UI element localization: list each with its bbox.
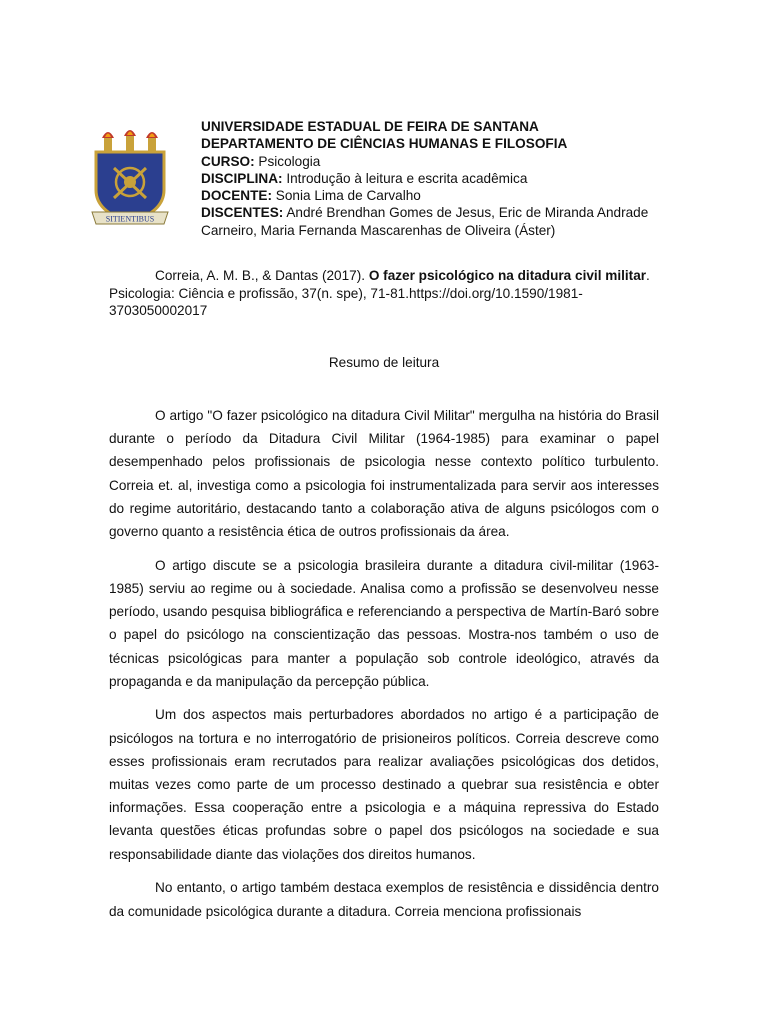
department-name: DEPARTAMENTO DE CIÊNCIAS HUMANAS E FILOSOFIA	[201, 136, 568, 152]
torch-right	[146, 132, 158, 152]
paragraph: No entanto, o artigo também destaca exemplos de resistência e dissidência dentro da comunidade psicológica durante a ditadura. Correia menciona profissionais	[109, 880, 659, 919]
students-value: André Brendhan Gomes de Jesus, Eric de Miranda Andrade Carneiro, Maria Fernanda Mascarenhas de Oliveira (Áster)	[201, 205, 649, 238]
teacher-label: DOCENTE:	[201, 188, 272, 204]
teacher-line	[201, 187, 671, 204]
students-line	[201, 204, 671, 239]
citation-rest: . Psicologia: Ciência e profissão, 37(n. spe), 71-81.https://doi.org/10.1590/1981-3703050002017	[109, 268, 650, 318]
discipline-line	[201, 170, 671, 187]
paragraph: O artigo discute se a psicologia brasileira durante a ditadura civil-militar (1963-1985) serviu ao regime ou à sociedade. Analisa como a profissão se desenvolveu nesse período, usando pesquisa bibliográfica e referenciando a perspectiva de Martín-Baró sobre o papel do psicólogo na conscientização das pessoas. Mostra-nos também o uso de técnicas psicológicas para manter a população sob controle ideológico, através da propaganda e da manipulação da percepção pública.	[109, 557, 659, 689]
crest-motto: SITIENTIBUS	[105, 214, 155, 224]
discipline-value: Introdução à leitura e escrita acadêmica	[282, 170, 528, 186]
university-crest-icon	[90, 128, 170, 232]
citation-title: O fazer psicológico na ditadura civil militar	[368, 268, 647, 283]
paragraph: Um dos aspectos mais perturbadores abordados no artigo é a participação de psicólogos na tortura e no interrogatório de prisioneiros políticos. Correia descreve como esses profissionais eram recrutados para realizar avaliações psicológicas dos detidos, muitas vezes como parte de um processo destinado a quebrar sua resistência e obter informações. Essa cooperação entre a psicologia e a máquina repressiva do Estado levanta questões éticas profundas sobre o papel dos psicólogos na sociedade e sua responsabilidade diante das violações dos direitos humanos.	[109, 707, 659, 862]
section-title: Resumo de leitura	[328, 355, 440, 370]
course-value: Psicologia	[254, 153, 321, 169]
paragraph: O artigo "O fazer psicológico na ditadura Civil Militar" mergulha na história do Brasil durante o período da Ditadura Civil Militar (1964-1985) para examinar o papel desempenhado pelos profissionais de psicologia nesse contexto político turbulento. Correia et. al, investiga como a psicologia foi instrumentalizada para servir aos interesses do regime autoritário, destacando tanto a colaboração ativa de alguns psicólogos com o governo quanto a resistência ética de outros profissionais da área.	[109, 408, 659, 540]
university-name: UNIVERSIDADE ESTADUAL DE FEIRA DE SANTANA	[201, 119, 539, 134]
summary-body	[109, 404, 659, 933]
citation-authors: Correia, A. M. B., & Dantas (2017).	[155, 268, 369, 283]
course-label: CURSO:	[201, 153, 255, 169]
citation	[109, 267, 659, 320]
students-label: DISCENTES:	[201, 205, 284, 221]
discipline-label: DISCIPLINA:	[201, 170, 283, 186]
teacher-value: Sonia Lima de Carvalho	[272, 188, 421, 204]
document-header	[201, 118, 671, 239]
torch-left	[102, 132, 114, 152]
torch-center	[124, 130, 136, 152]
course-line	[201, 153, 671, 170]
